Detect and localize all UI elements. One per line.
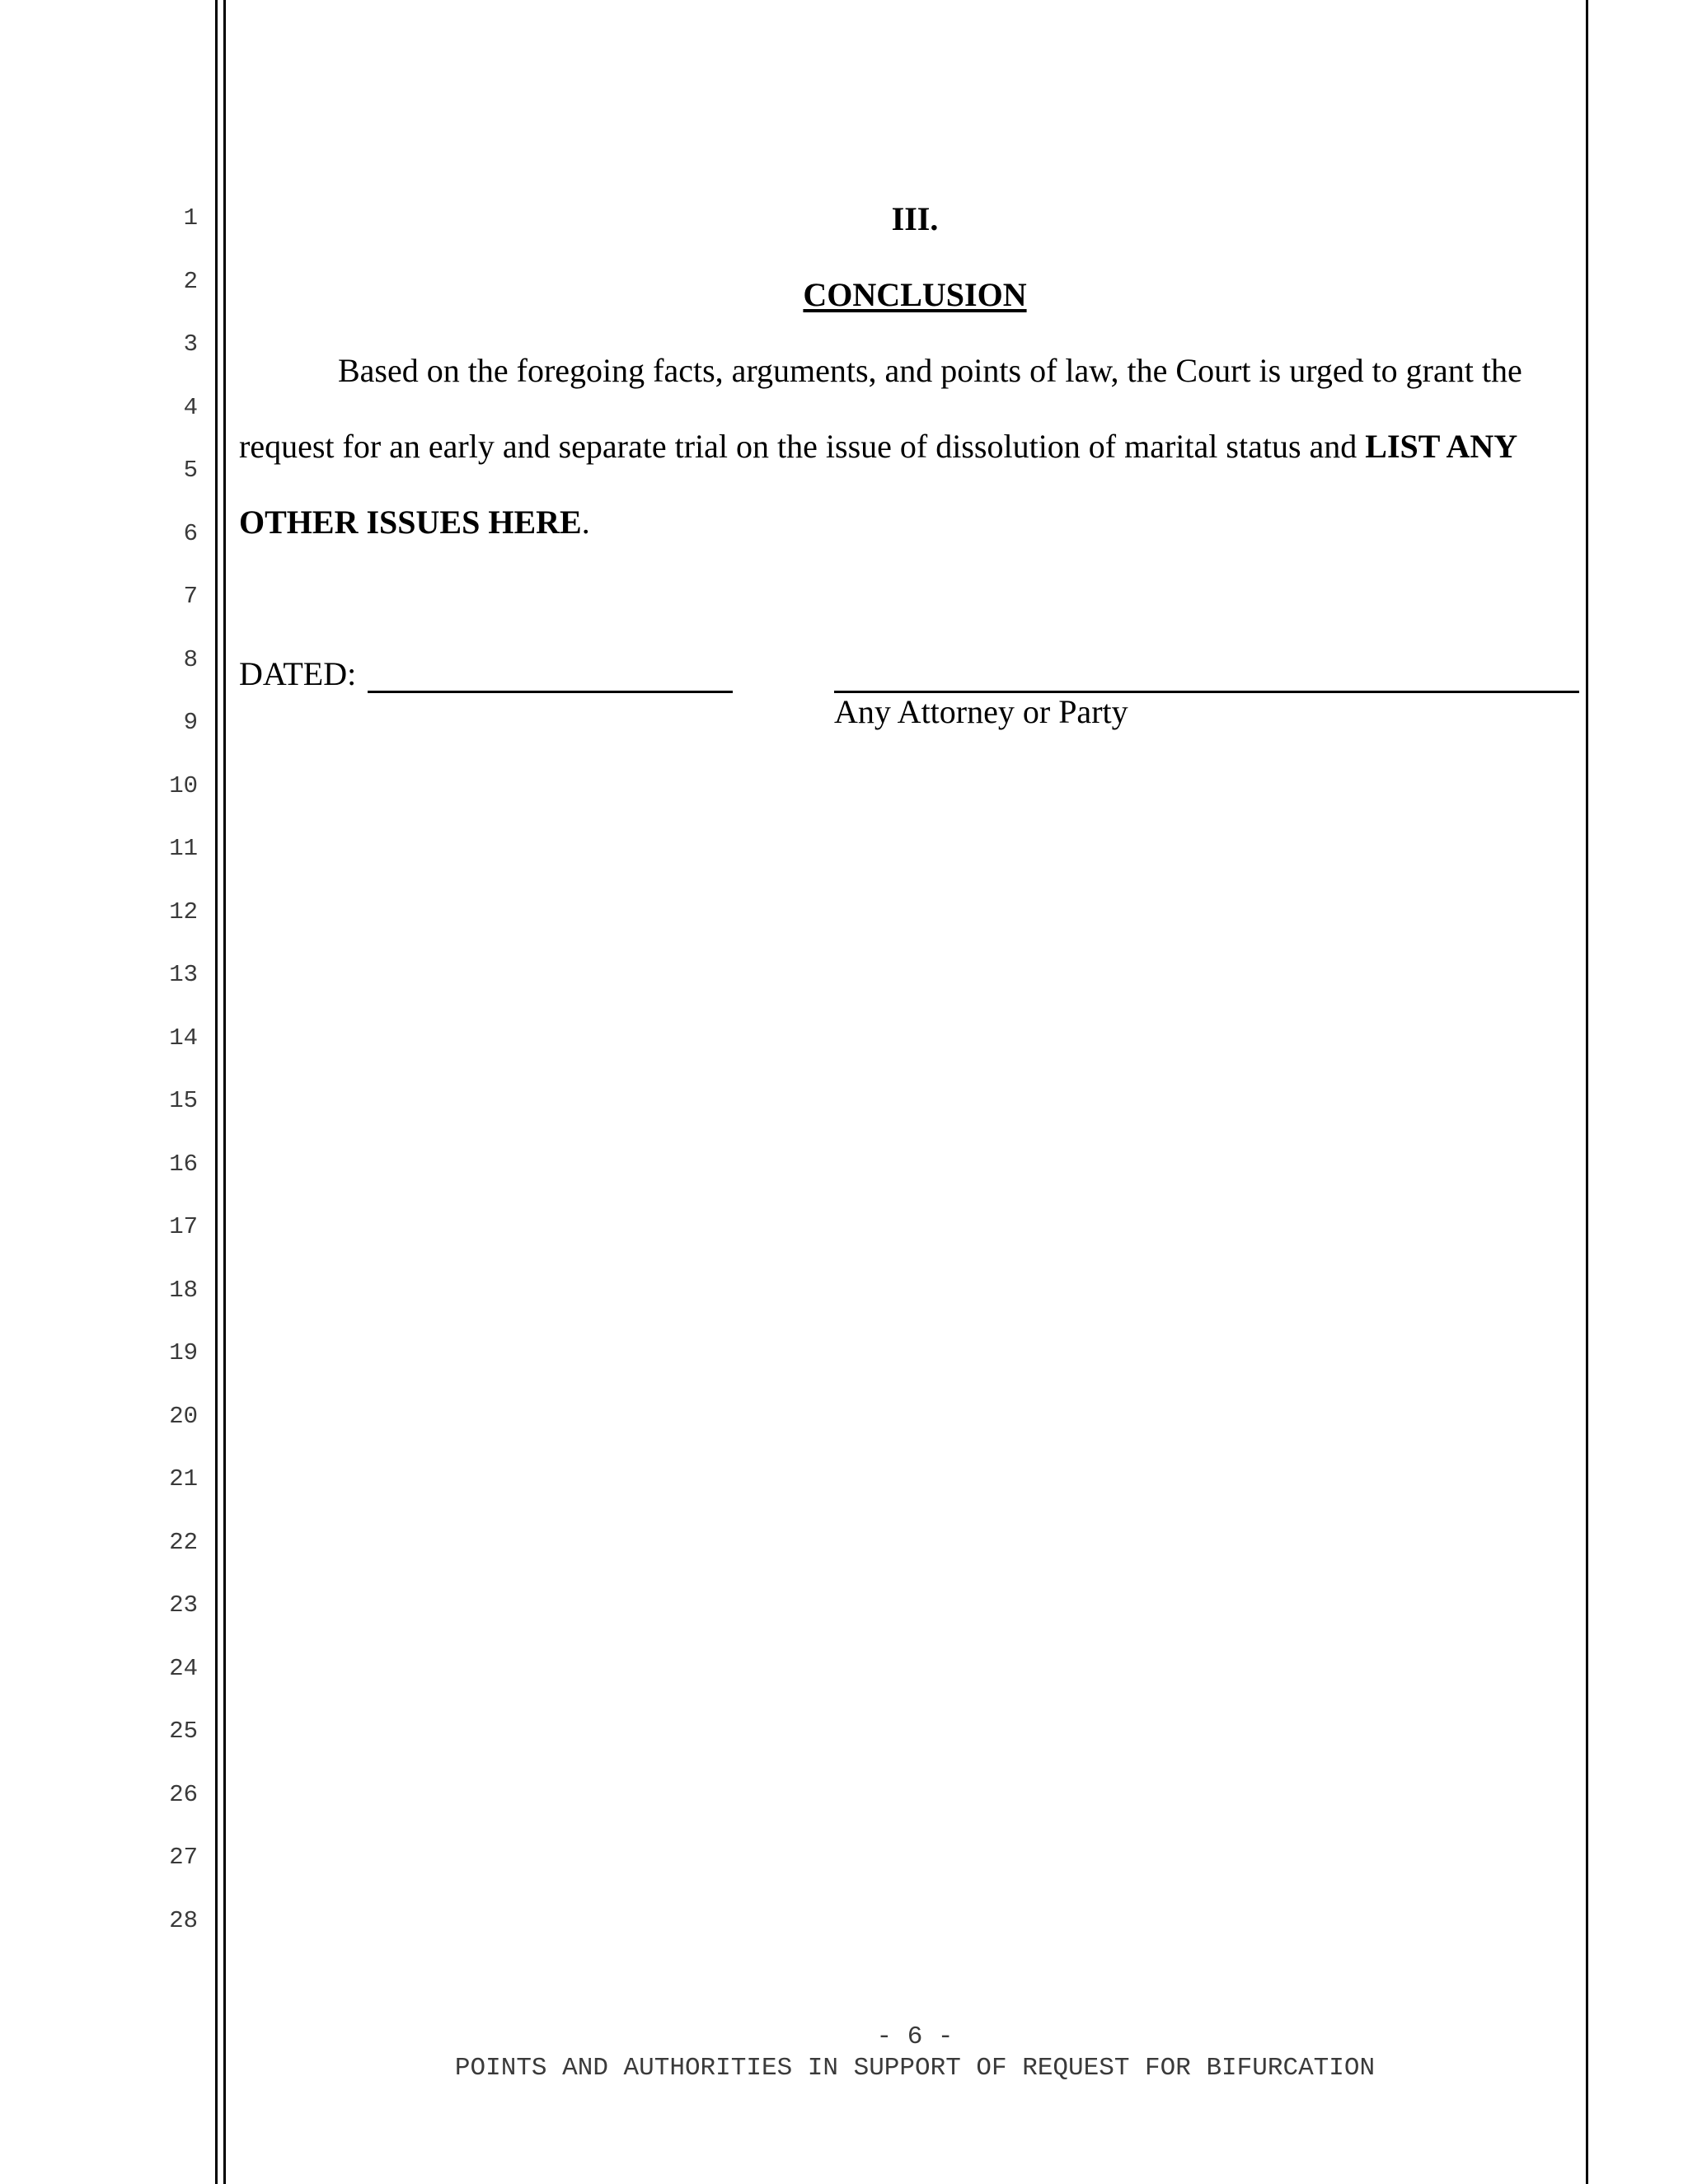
paragraph-text: request for an early and separate trial on the issue of dissolution of marital status and xyxy=(239,428,1366,465)
page-number: - 6 - xyxy=(876,2022,954,2051)
left-margin-rule xyxy=(215,0,218,2184)
footer-document-title: POINTS AND AUTHORITIES IN SUPPORT OF REQUEST FOR BIFURCATION xyxy=(454,2054,1376,2083)
line-number: 12 xyxy=(169,898,198,926)
line-number: 21 xyxy=(169,1465,198,1493)
date-blank-line xyxy=(368,691,733,693)
line-number: 7 xyxy=(183,583,198,610)
left-margin-rule-inner xyxy=(223,0,226,2184)
paragraph-line-3 xyxy=(239,503,590,542)
line-number: 15 xyxy=(169,1087,198,1114)
line-number: 18 xyxy=(169,1276,198,1304)
line-number: 22 xyxy=(169,1528,198,1556)
line-number: 1 xyxy=(183,204,198,232)
line-number: 9 xyxy=(183,709,198,736)
line-number: 27 xyxy=(169,1844,198,1871)
line-number: 19 xyxy=(169,1339,198,1366)
line-number: 28 xyxy=(169,1906,198,1934)
line-number: 6 xyxy=(183,519,198,547)
right-margin-rule xyxy=(1586,0,1588,2184)
section-heading: CONCLUSION xyxy=(803,276,1027,313)
paragraph-line-2 xyxy=(239,427,1517,466)
paragraph-line-1 xyxy=(338,351,1522,391)
line-number: 10 xyxy=(169,771,198,799)
paragraph-text: Based on the foregoing facts, arguments, and points of law, the Court is urged to grant the xyxy=(338,352,1522,389)
line-number: 2 xyxy=(183,267,198,295)
line-number: 14 xyxy=(169,1024,198,1052)
line-number: 13 xyxy=(169,961,198,988)
line-number: 17 xyxy=(169,1213,198,1240)
line-number: 11 xyxy=(169,835,198,862)
paragraph-period: . xyxy=(581,504,590,541)
line-number: 16 xyxy=(169,1150,198,1178)
line-number: 26 xyxy=(169,1780,198,1808)
line-number: 23 xyxy=(169,1591,198,1619)
line-number: 4 xyxy=(183,393,198,421)
line-number: 3 xyxy=(183,330,198,358)
line-number: 5 xyxy=(183,457,198,484)
dated-label: DATED: xyxy=(239,655,357,692)
line-number: 8 xyxy=(183,645,198,673)
section-numeral: III. xyxy=(891,200,939,237)
placeholder-issues-text: LIST ANY xyxy=(1365,428,1518,465)
placeholder-issues-text: OTHER ISSUES HERE xyxy=(239,504,582,541)
line-number: 25 xyxy=(169,1718,198,1745)
line-number: 20 xyxy=(169,1402,198,1430)
signer-name: Any Attorney or Party xyxy=(834,693,1128,730)
line-number: 24 xyxy=(169,1654,198,1682)
